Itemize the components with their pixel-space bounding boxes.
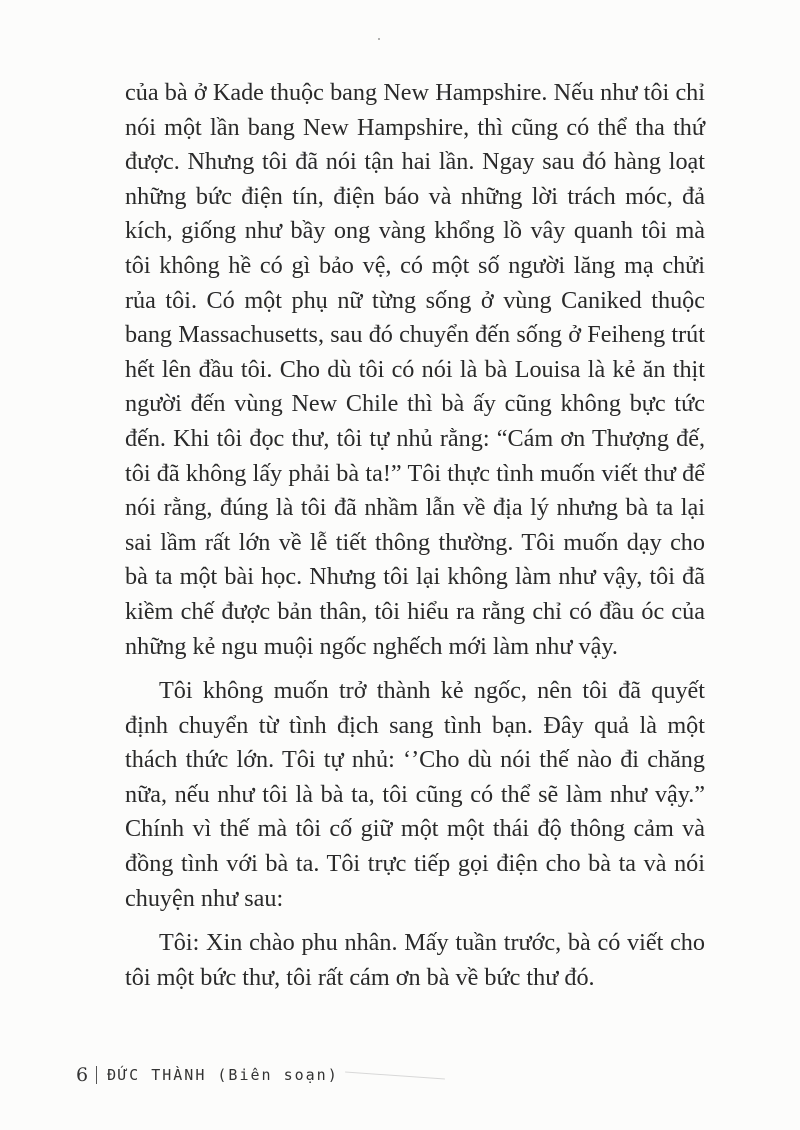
print-speck [378,38,380,40]
page-number: 6 [76,1064,89,1086]
page-footer [76,1064,445,1086]
footer-rule [345,1071,445,1079]
paragraph-2: Tôi không muốn trở thành kẻ ngốc, nên tôi đã quyết định chuyển từ tình địch sang tình bạn. Đây quả là một thách thức lớn. Tôi tự nhủ: ‘’Cho dù nói thế nào đi chăng nữa, nếu như tôi là bà ta, tôi cũng có thể sẽ làm như vậy.” Chính vì thế mà tôi cố giữ một một thái độ thông cảm và đồng tình với bà ta. Tôi trực tiếp gọi điện cho bà ta và nói chuyện như sau: [125,677,705,912]
body-text [125,76,705,995]
footer-author: ĐỨC THÀNH (Biên soạn) [107,1066,339,1084]
paragraph-3: Tôi: Xin chào phu nhân. Mấy tuần trước, bà có viết cho tôi một bức thư, tôi rất cám ơn bà về bức thư đó. [125,929,705,991]
footer-separator [96,1066,97,1084]
paragraph-1: của bà ở Kade thuộc bang New Hampshire. Nếu như tôi chỉ nói một lần bang New Hampshire, thì cũng có thể tha thứ được. Nhưng tôi đã nói tận hai lần. Ngay sau đó hàng loạt những bức điện tín, điện báo và những lời trách móc, đả kích, giống như bầy ong vàng khổng lồ vây quanh tôi mà tôi không hề có gì bảo vệ, có một số người lăng mạ chửi rủa tôi. Có một phụ nữ từng sống ở vùng Caniked thuộc bang Massachusetts, sau đó chuyển đến sống ở Feiheng trút hết lên đầu tôi. Cho dù tôi có nói là bà Louisa là kẻ ăn thịt người đến vùng New Chile thì bà ấy cũng không bực tức đến. Khi tôi đọc thư, tôi tự nhủ rằng: “Cám ơn Thượng đế, tôi đã không lấy phải bà ta!” Tôi thực tình muốn viết thư để nói rằng, đúng là tôi đã nhầm lẫn về địa lý nhưng bà ta lại sai lầm rất lớn về lễ tiết thông thường. Tôi muốn dạy cho bà ta một bài học. Nhưng tôi lại không làm như vậy, tôi đã kiềm chế được bản thân, tôi hiểu ra rằng chỉ có đầu óc của những kẻ ngu muội ngốc nghếch mới làm như vậy. [125,79,705,660]
